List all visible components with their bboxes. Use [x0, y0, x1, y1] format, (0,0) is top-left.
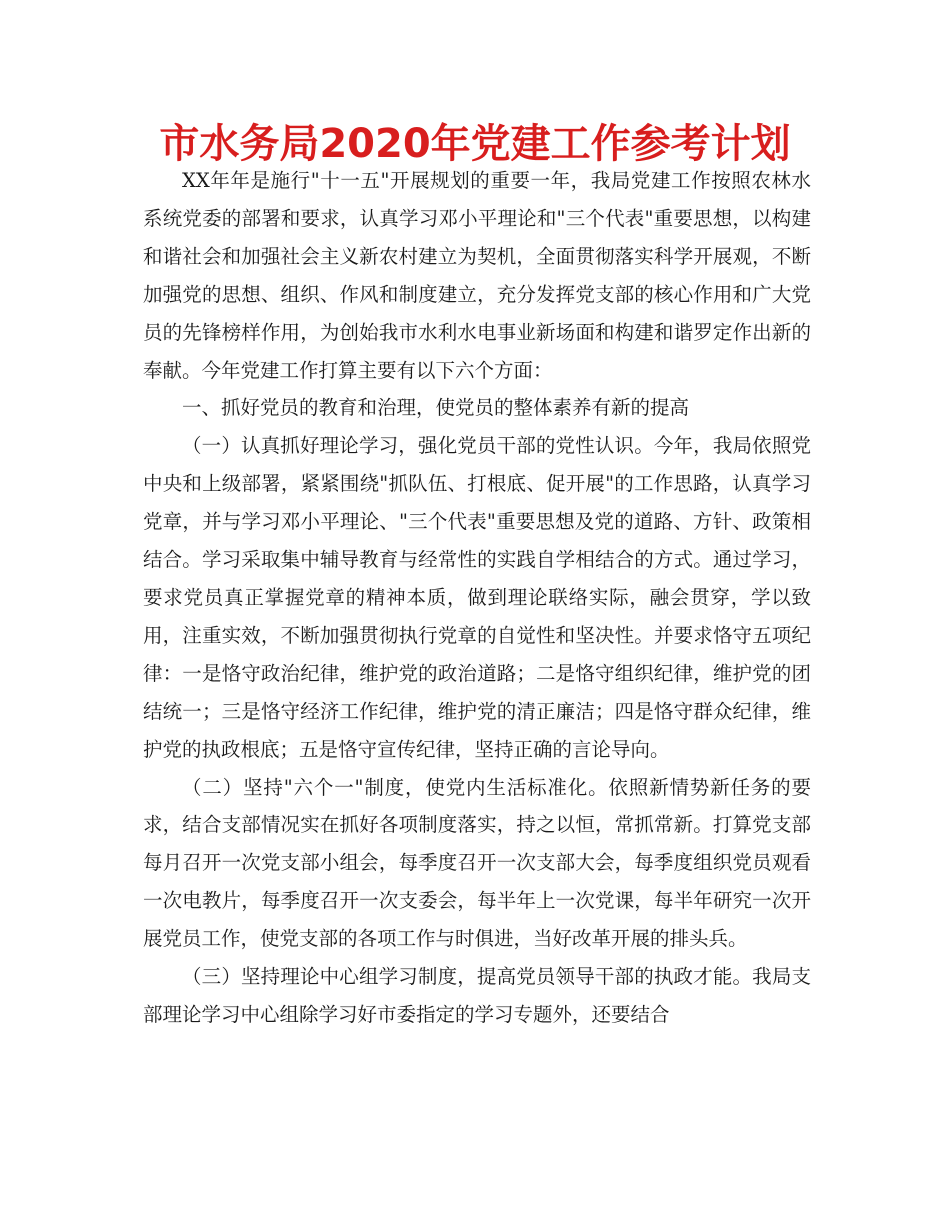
paragraph-item-one: （一）认真抓好理论学习，强化党员干部的党性认识。今年，我局依照党中央和上级部署，紧紧围绕"抓队伍、打根底、促开展"的工作思路，认真学习党章，并与学习邓小平理论、"三个代表"重要思想及党的道路、方针、政策相结合。学习采取集中辅导教育与经常性的实践自学相结合的方式。通过学习，要求党员真正掌握党章的精神本质，做到理论联络实际，融会贯穿，学以致用，注重实效，不断加强贯彻执行党章的自觉性和坚决性。并要求恪守五项纪律：一是恪守政治纪律，维护党的政治道路；二是恪守组织纪律，维护党的团结统一；三是恪守经济工作纪律，维护党的清正廉洁；四是恪守群众纪律，维护党的执政根底；五是恪守宣传纪律，坚持正确的言论导向。: [143, 434, 811, 761]
document-body: [143, 162, 811, 1034]
section-heading-one: 一、抓好党员的教育和治理，使党员的整体素养有新的提高: [182, 396, 690, 420]
paragraph-item-three: （三）坚持理论中心组学习制度，提高党员领导干部的执政才能。我局支部理论学习中心组除学习好市委指定的学习专题外，还要结合: [143, 965, 811, 1026]
paragraph-item-two: （二）坚持"六个一"制度，使党内生活标准化。依照新情势新任务的要求，结合支部情况实在抓好各项制度落实，持之以恒，常抓常新。打算党支部每月召开一次党支部小组会，每季度召开一次支部大会，每季度组织党员观看一次电教片，每季度召开一次支委会，每半年上一次党课，每半年研究一次开展党员工作，使党支部的各项工作与时俱进，当好改革开展的排头兵。: [143, 775, 811, 951]
paragraph-intro: XX年年是施行"十一五"开展规划的重要一年，我局党建工作按照农林水系统党委的部署和要求，认真学习邓小平理论和"三个代表"重要思想，以构建和谐社会和加强社会主义新农村建立为契机，全面贯彻落实科学开展观，不断加强党的思想、组织、作风和制度建立，充分发挥党支部的核心作用和广大党员的先锋榜样作用，为创始我市水利水电事业新场面和构建和谐罗定作出新的奉献。今年党建工作打算主要有以下六个方面：: [143, 169, 811, 382]
document-title: 市水务局2020年党建工作参考计划: [159, 121, 791, 167]
